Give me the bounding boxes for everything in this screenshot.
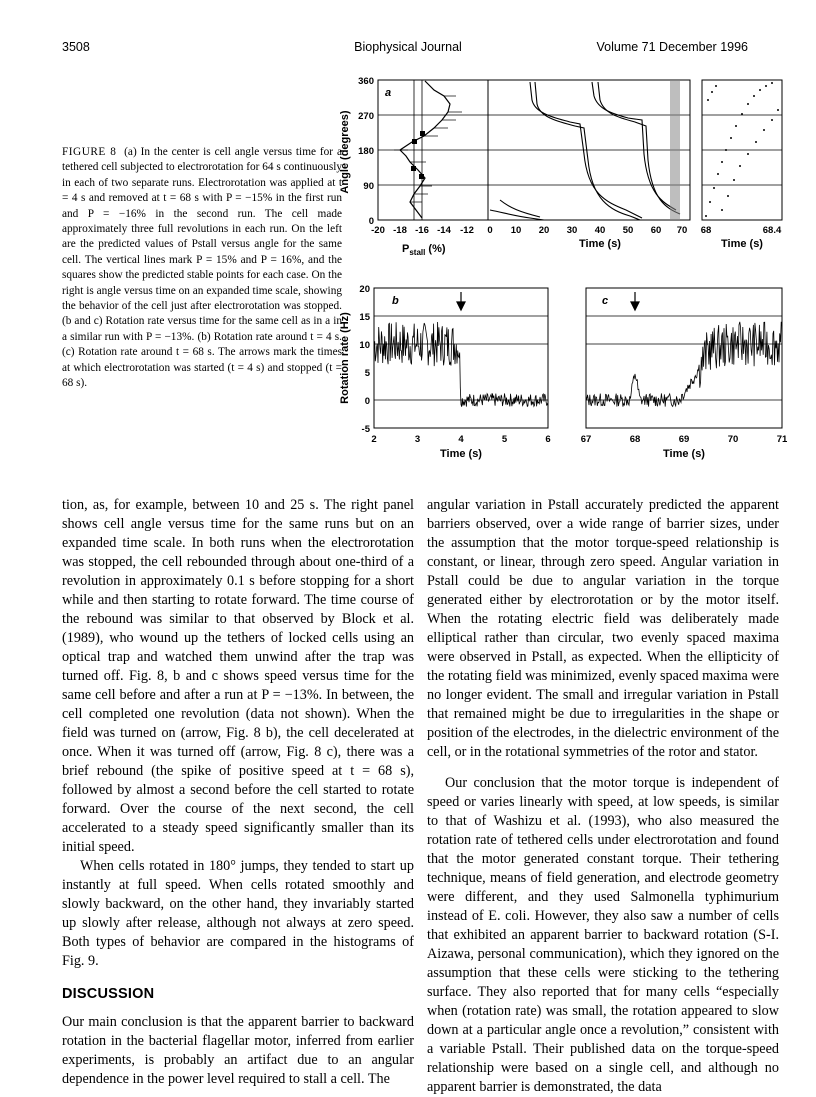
pstall-curve <box>400 81 450 218</box>
volume-date: Volume 71 December 1996 <box>596 40 748 54</box>
body-paragraph: Our main conclusion is that the apparent barrier to backward rotation in the bacterial flagellar motor, inferred from earlier experiments, is probably an artifact due to an angular dependence in the power level required to stall a cell. The <box>62 1014 414 1087</box>
panel-a-ytick: 90 <box>363 181 374 192</box>
panel-a-ytick: 0 <box>368 216 374 227</box>
panel-a-left-xtick: -12 <box>460 225 474 236</box>
body-column-right <box>427 496 779 1097</box>
c-xtick: 71 <box>776 434 788 445</box>
angle-traces <box>490 82 680 220</box>
panel-a-left-xtick: -14 <box>437 225 451 236</box>
panel-a-letter: a <box>385 87 392 99</box>
stable-point-squares <box>411 131 425 179</box>
panel-a-center-xlabel: Time (s) <box>579 238 621 250</box>
pstall-error-bars <box>394 96 462 202</box>
c-xtick: 69 <box>678 434 690 445</box>
panel-b-trace <box>374 322 548 407</box>
pstall-label-unit: (%) <box>425 243 446 255</box>
figure-8 <box>330 70 790 470</box>
panel-a-left-xtick: -18 <box>393 225 407 236</box>
panel-b-xlabel: Time (s) <box>440 448 482 460</box>
b-xtick: 4 <box>458 434 464 445</box>
panel-b-letter: b <box>392 295 399 307</box>
expanded-dots <box>705 82 779 217</box>
panel-a-ytick: 360 <box>358 76 374 87</box>
panel-a-right-xtick: 68.4 <box>762 225 782 236</box>
panel-b-ytick: 10 <box>359 340 370 351</box>
panel-b-ytick: 15 <box>359 312 370 323</box>
panel-a-center-xtick: 50 <box>622 225 634 236</box>
panel-a-center-xtick: 20 <box>538 225 550 236</box>
panel-a-right-xtick: 68 <box>700 225 712 236</box>
journal-name: Biophysical Journal <box>354 40 462 54</box>
panel-a-center-xtick: 70 <box>676 225 688 236</box>
panel-b-ytick: 0 <box>364 396 370 407</box>
panel-a-ytick: 180 <box>358 146 374 157</box>
figure-caption-text: (a) In the center is cell angle versus time for a tethered cell subjected to electrorotation for 64 s continuously in each of two separate runs. Electrorotation was applied at t = 4 s and removed at t = 68 s with P = −15% in the first run and P = −16% in the second run. The cell made approximately three full revolutions in each run. On the left are the predicted values of Pstall versus angle for the same cell. The vertical lines mark P = 15% and P = 16%, and the squares show the predicted stable points for each case. On the right is angle versus time on an expanded time scale, showing the behavior of the cell just after electrorotation was stopped. (b and c) Rotation rate versus time for the same cell as in a in a similar run with P = −13%. (b) Rotation rate around t = 4 s. (c) Rotation rate around t = 68 s. The arrows mark the times at which electrorotation was started (t = 4 s) and stopped (t = 68 s). <box>62 146 342 390</box>
c-xtick: 70 <box>727 434 739 445</box>
panel-a-center-xtick: 40 <box>594 225 606 236</box>
panel-a-left-xtick: -20 <box>371 225 385 236</box>
body-paragraph: Our conclusion that the motor torque is independent of speed or varies linearly with speed, at low speeds, is similar to that of Washizu et al. (1993), who also measured the rotation rate of tethered cells under electrorotation and found that the motor generated constant torque. Their tethering technique, means of field generation, and electrode geometry were different, and they used Salmonella typhimurium instead of E. coli. However, they also saw a number of cells that exhibited an apparent barrier to backward rotation (S-I. Aizawa, personal communication), which they ignored on the assumption that these cells were sticking to the tethering surface. They also reported that for many cells “especially when (rotation rate) was small, the rotation appeared to slow down at a particular angle once a revolution,” consistent with a variable Pstall. Their published data on the torque-speed relationship were based on a single cell, and although no apparent barrier is demonstrated, the data <box>427 775 779 1095</box>
body-column-left <box>62 496 414 1089</box>
section-heading-discussion: DISCUSSION <box>62 986 155 1002</box>
b-xtick: 5 <box>501 434 508 445</box>
c-xtick: 67 <box>580 434 592 445</box>
panel-b-ytick: -5 <box>361 424 370 435</box>
body-paragraph: When cells rotated in 180° jumps, they tended to start up instantly at full speed. When cells rotated smoothly and slowly backward, on the other hand, they invariably started up slowly after release, although not always at zero speed. Both types of behavior are compared in the histograms of Fig. 9. <box>62 858 414 969</box>
figure-label: FIGURE 8 <box>62 146 117 158</box>
panel-a <box>339 76 782 257</box>
panel-a-center-xtick: 30 <box>566 225 578 236</box>
panel-a-center-xtick: 0 <box>487 225 493 236</box>
panel-c-letter: c <box>602 295 609 307</box>
panel-a-right-xlabel: Time (s) <box>721 238 763 250</box>
panel-b-ytick: 20 <box>359 284 370 295</box>
page-number: 3508 <box>62 40 90 54</box>
figure-caption <box>62 145 342 392</box>
panel-a-center-xtick: 60 <box>650 225 662 236</box>
c-xtick: 68 <box>629 434 641 445</box>
panel-c-frame <box>586 288 782 428</box>
b-xtick: 2 <box>371 434 377 445</box>
panel-a-left-xlabel <box>402 243 446 257</box>
panel-a-ylabel: Angle (degrees) <box>339 110 351 194</box>
body-paragraph: tion, as, for example, between 10 and 25 s. The right panel shows cell angle versus time for the same runs but on an expanded time scale. In both runs when the electrorotation was stopped, the cell rebounded through about one-third of a revolution in approximately 0.1 s before stopping for a short while and then starting to rotate forward. The time course of the rebound was similar to that observed by Block et al. (1989), who wound up the tethers of locked cells using an optical trap and watched them unwind after the trap was turned off. Fig. 8, b and c shows speed versus time for the same cell before and after a run at P = −13%. In between, the cell completed one revolution (data not shown). When the field was turned on (arrow, Fig. 8 b), the cell decelerated at once. When it was turned off (arrow, Fig. 8 c), there was a brief rebound (the spike of positive speed at t = 68 s), followed by almost a second before the cell started to rotate forward. Over the course of the next second, the cell accelerated to a steady speed significantly smaller than its initial speed. <box>62 497 414 855</box>
panel-bc-ylabel: Rotation rate (Hz) <box>339 312 351 404</box>
pstall-label-sub: stall <box>409 248 426 257</box>
panel-a-left-xtick: -16 <box>415 225 429 236</box>
panel-c-arrow <box>631 292 639 310</box>
stop-scatter-band <box>670 80 680 220</box>
panel-c <box>581 288 788 460</box>
panel-a-ytick: 270 <box>358 111 374 122</box>
panel-b <box>339 284 551 460</box>
b-xtick: 3 <box>414 434 421 445</box>
panel-a-center-xtick: 10 <box>510 225 522 236</box>
b-xtick: 6 <box>545 434 551 445</box>
panel-c-xlabel: Time (s) <box>663 448 705 460</box>
panel-c-trace <box>586 322 782 407</box>
pstall-label-p: P <box>402 243 410 255</box>
panel-b-arrow <box>457 292 465 310</box>
panel-b-ytick: 5 <box>364 368 370 379</box>
body-paragraph: angular variation in Pstall accurately predicted the apparent barriers observed, over a wide range of barrier sizes, under the assumption that the motor torque-speed relationship is constant, or linear, through zero speed. Angular variation in Pstall could be due to angular variation in the torque generated either by electrorotation or by the motor itself. When the rotating electric field was deliberately made elliptical rather than circular, two evenly spaced maxima were observed in Pstall, as expected. When the ellipticity of the rotating field was minimized, evenly spaced maxima were no longer evident. The small and irregular variation in Pstall that remained might be due to irregularities in the shape or position of the electrodes, in the dielectric environment of the cell, or in the rotational symmetries of the rotor and stator. <box>427 497 779 760</box>
